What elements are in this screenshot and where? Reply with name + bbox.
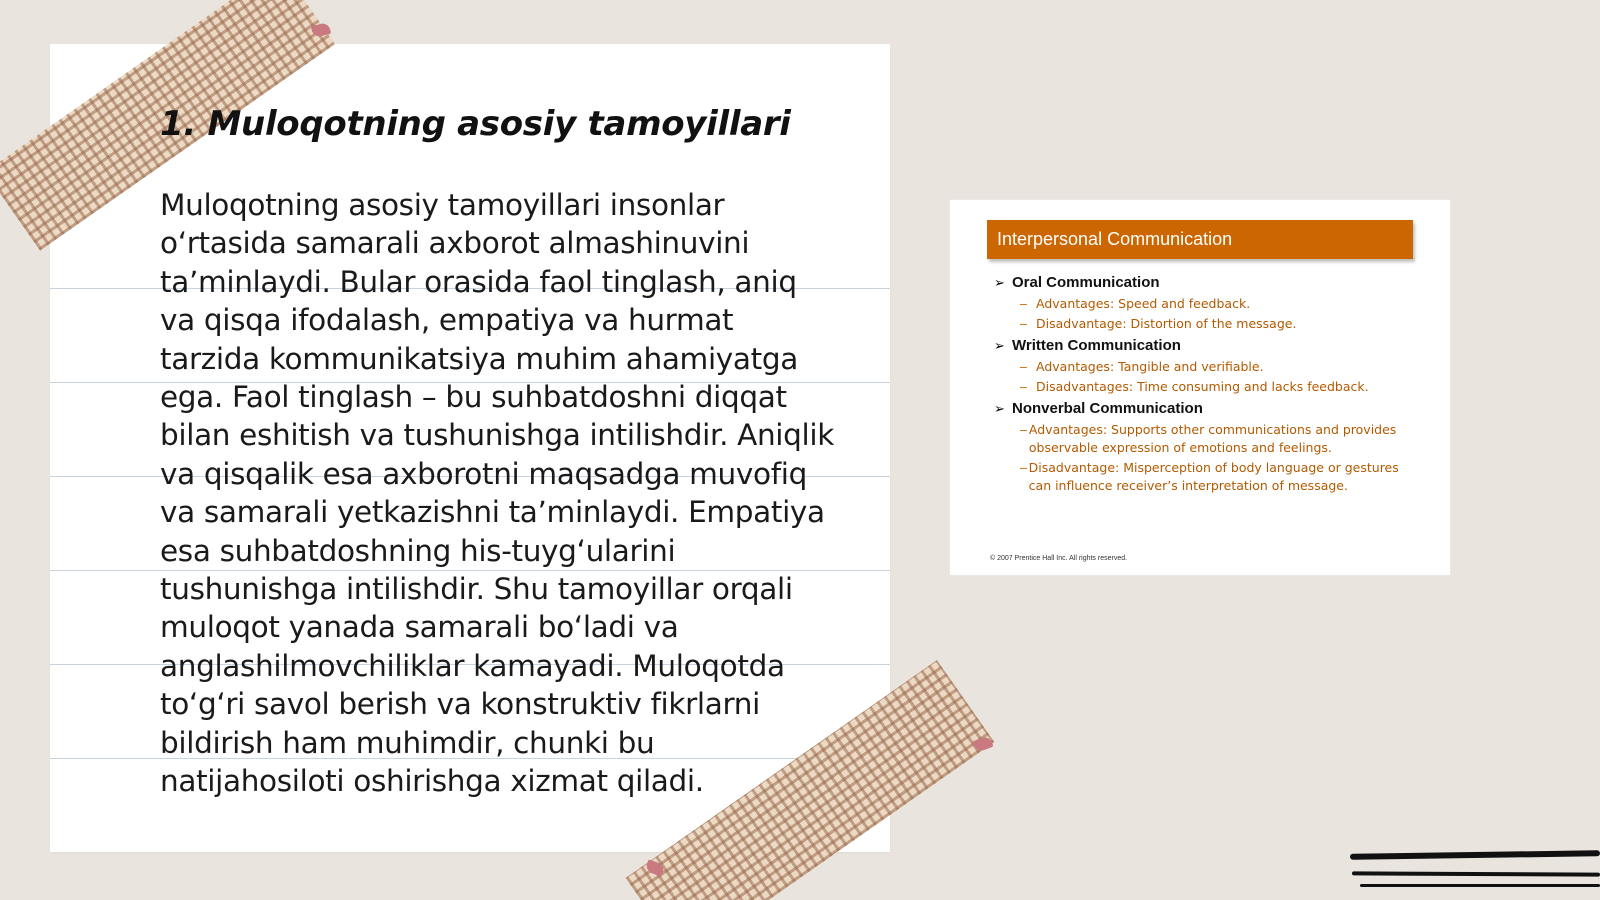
brush-stroke-decoration <box>1352 871 1600 876</box>
sub-bullet-item <box>1020 378 1404 396</box>
sub-bullet-text: Advantages: Speed and feedback. <box>1036 296 1251 311</box>
sub-bullet-text: Advantages: Supports other communications and provides observable expression of emotions and feelings. <box>1028 422 1397 455</box>
bullet-item <box>994 336 1404 356</box>
sub-bullet-item <box>1020 459 1404 495</box>
sub-bullet-text: Disadvantage: Misperception of body language or gestures can influence receiver’s interpretation of message. <box>1028 460 1399 493</box>
slide-body-text: Muloqotning asosiy tamoyillari insonlar oʻrtasida samarali axborot almashinuvini taʼminlaydi. Bular orasida faol tinglash, aniq va qisqa ifodalash, empatiya va hurmat tarzida kommunikatsiya muhim ahamiyatga ega. Faol tinglash – bu suhbatdoshni diqqat bilan eshitish va tushunishga intilishdir. Aniqlik va qisqalik esa axborotni maqsadga muvofiq va samarali yetkazishni taʼminlaydi. Empatiya esa suhbatdoshning his-tuygʻularini tushunishga intilishdir. Shu tamoyillar orqali muloqot yanada samarali boʻladi va anglashilmovchiliklar kamayadi. Muloqotda toʻgʻri savol berish va konstruktiv fikrlarni bildirish ham muhimdir, chunki bu natijahosiloti oshirishga xizmat qiladi. <box>160 188 834 799</box>
embedded-slide-image <box>950 200 1450 575</box>
bullet-title: Nonverbal Communication <box>1012 400 1203 417</box>
bullet-item <box>994 399 1404 419</box>
brush-stroke-decoration <box>1350 850 1600 859</box>
sub-bullet-text: Disadvantage: Distortion of the message. <box>1036 316 1297 331</box>
dash-icon: – <box>1020 423 1027 437</box>
dash-icon: – <box>1020 380 1027 394</box>
embedded-slide-header: Interpersonal Communication <box>987 220 1413 259</box>
sub-bullet-list <box>1020 358 1404 396</box>
sub-bullet-list <box>1020 421 1404 495</box>
dash-icon: – <box>1020 297 1027 311</box>
sub-bullet-item <box>1020 421 1404 457</box>
bullet-item <box>994 273 1404 293</box>
sub-bullet-item <box>1020 295 1404 313</box>
dash-icon: – <box>1020 360 1027 374</box>
sub-bullet-text: Disadvantages: Time consuming and lacks feedback. <box>1036 379 1369 394</box>
arrow-bullet-icon: ➢ <box>994 338 1005 353</box>
bullet-title: Written Communication <box>1012 337 1181 354</box>
copyright-notice: © 2007 Prentice Hall Inc. All rights reserved. <box>990 555 1128 562</box>
sub-bullet-item <box>1020 358 1404 376</box>
slide-title: 1. Muloqotning asosiy tamoyillari <box>160 104 791 144</box>
sub-bullet-text: Advantages: Tangible and verifiable. <box>1036 359 1264 374</box>
arrow-bullet-icon: ➢ <box>994 275 1005 290</box>
arrow-bullet-icon: ➢ <box>994 401 1005 416</box>
embedded-bullet-list <box>994 270 1404 495</box>
sub-bullet-list <box>1020 295 1404 333</box>
sub-bullet-item <box>1020 315 1404 333</box>
dash-icon: – <box>1020 461 1027 475</box>
dash-icon: – <box>1020 317 1027 331</box>
bullet-title: Oral Communication <box>1012 274 1160 291</box>
brush-stroke-decoration <box>1360 884 1600 887</box>
